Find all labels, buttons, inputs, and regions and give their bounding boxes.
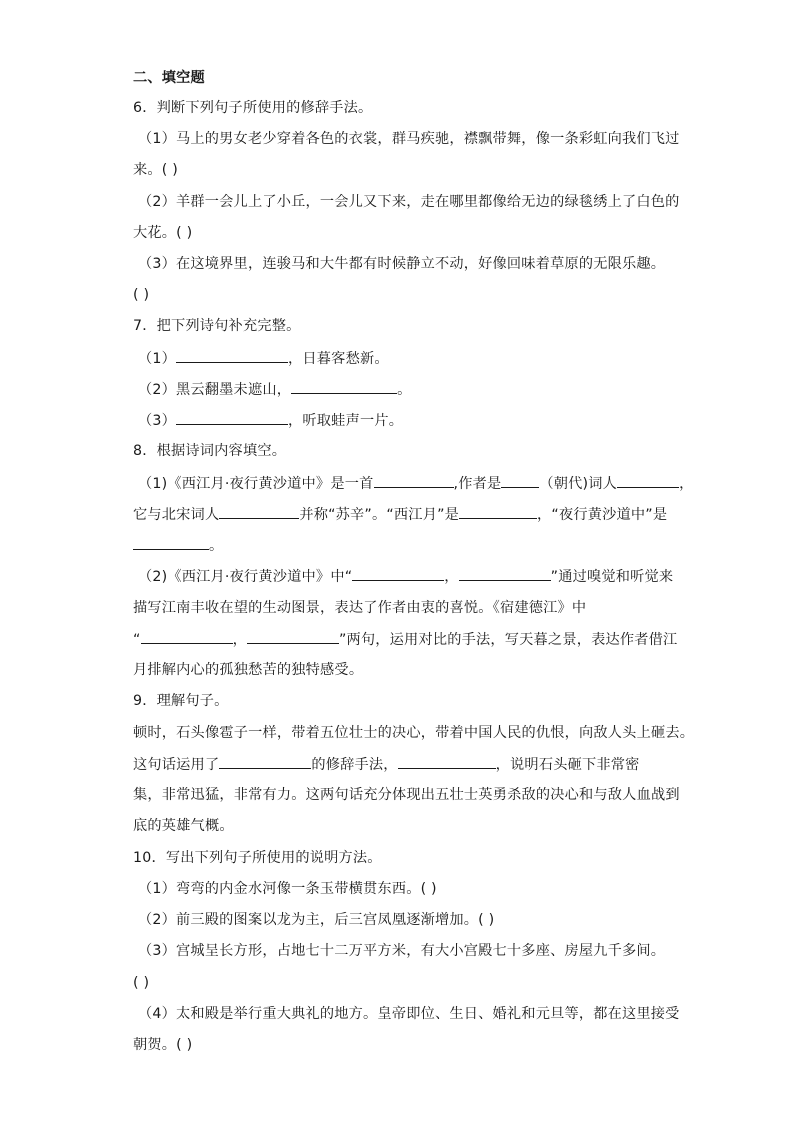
section-title: 二、填空题 [133,70,205,86]
q8-p2-line1 [138,566,673,586]
q8-text: 它与北宋词人 [133,507,220,523]
q8-text: ， [679,476,694,492]
q10-stem: 10．写出下列句子所使用的说明方法。 [133,850,382,866]
answer-blank[interactable] [501,473,539,488]
q6-s1-line2: 来。( ) [133,162,178,178]
q8-text: ,作者是 [453,476,502,492]
q6-s3-line2: ( ) [133,287,150,303]
answer-blank[interactable] [459,504,537,519]
answer-blank[interactable] [291,379,397,394]
q7-l2-suffix: 。 [397,382,412,398]
q8-p1-line2 [133,504,667,524]
q8-text: ，“夜行黄沙道中”是 [537,507,668,523]
q9-text: ，说明石头砸下非常密 [495,757,640,773]
q8-stem: 8．根据诗词内容填空。 [133,443,287,459]
q7-stem: 7．把下列诗句补充完整。 [133,318,301,334]
q7-line3 [138,410,403,430]
q10-s3-line1: （3）宫城呈长方形，占地七十二万平方米，有大小宫殿七十多座、房屋九千多间。 [138,943,666,959]
q7-l1-suffix: ，日暮客愁新。 [288,351,389,367]
q7-line2 [138,379,412,399]
q8-p1-line3 [133,535,223,555]
q8-text: ”通过嗅觉和听觉来 [550,569,674,585]
q8-p1-line1 [138,473,693,493]
q10-s4-line2: 朝贺。( ) [133,1037,193,1053]
answer-blank[interactable] [617,473,679,488]
q7-l3-prefix: （3） [138,413,177,429]
q6-s2-line2: 大花。( ) [133,225,193,241]
q9-stem: 9．理解句子。 [133,693,229,709]
q6-s1-line1: （1）马上的男女老少穿着各色的衣裳，群马疾驰，襟飘带舞，像一条彩虹向我们飞过 [138,131,680,147]
q9-line2 [133,754,640,774]
q7-l3-suffix: ，听取蛙声一片。 [288,413,404,429]
q8-text: （朝代)词人 [539,476,618,492]
q8-text: ， [444,569,459,585]
q9-line4: 底的英雄气概。 [133,818,234,834]
q6-stem: 6．判断下列句子所使用的修辞手法。 [133,100,373,116]
q8-text: 。 [209,538,224,554]
q10-s2: （2）前三殿的图案以龙为主，后三宫凤凰逐渐增加。( ) [138,912,495,928]
q7-line1 [138,348,389,368]
q8-text: ”两句，运用对比的手法，写天暮之景，表达作者借江 [338,632,678,648]
q10-s4-line1: （4）太和殿是举行重大典礼的地方。皇帝即位、生日、婚礼和元旦等，都在这里接受 [138,1006,680,1022]
q8-text: （1)《西江月·夜行黄沙道中》是一首 [138,476,374,492]
q8-text: ， [232,632,247,648]
answer-blank[interactable] [176,410,288,425]
q10-s3-line2: ( ) [133,975,150,991]
answer-blank[interactable] [398,754,496,769]
answer-blank[interactable] [133,535,209,550]
q9-text: 的修辞手法， [311,757,398,773]
answer-blank[interactable] [352,566,444,581]
answer-blank[interactable] [141,629,233,644]
answer-blank[interactable] [176,348,288,363]
q9-text: 这句话运用了 [133,757,220,773]
q7-l1-prefix: （1） [138,351,177,367]
q8-text: “ [133,632,141,648]
answer-blank[interactable] [219,504,299,519]
q6-s2-line1: （2）羊群一会儿上了小丘，一会儿又下来，走在哪里都像给无边的绿毯绣上了白色的 [138,194,680,210]
q9-line1: 顿时，石头像雹子一样，带着五位壮士的决心，带着中国人民的仇恨，向敌人头上砸去。 [133,725,695,741]
q6-s3-line1: （3）在这境界里，连骏马和大牛都有时候静立不动，好像回味着草原的无限乐趣。 [138,256,666,272]
answer-blank[interactable] [247,629,339,644]
q8-p2-line2: 描写江南丰收在望的生动图景，表达了作者由衷的喜悦。《宿建德江》中 [133,600,587,616]
q7-l2-prefix: （2）黑云翻墨未遮山， [138,382,292,398]
answer-blank[interactable] [219,754,311,769]
q8-text: （2)《西江月·夜行黄沙道中》中“ [138,569,353,585]
q9-line3: 集，非常迅猛，非常有力。这两句话充分体现出五壮士英勇杀敌的决心和与敌人血战到 [133,787,680,803]
answer-blank[interactable] [459,566,551,581]
q10-s1: （1）弯弯的内金水河像一条玉带横贯东西。( ) [138,881,437,897]
q8-p2-line4: 月排解内心的孤独愁苦的独特感受。 [133,662,364,678]
q8-p2-line3 [133,629,677,649]
answer-blank[interactable] [374,473,454,488]
q8-text: 并称“苏辛”。“西江月”是 [299,507,460,523]
